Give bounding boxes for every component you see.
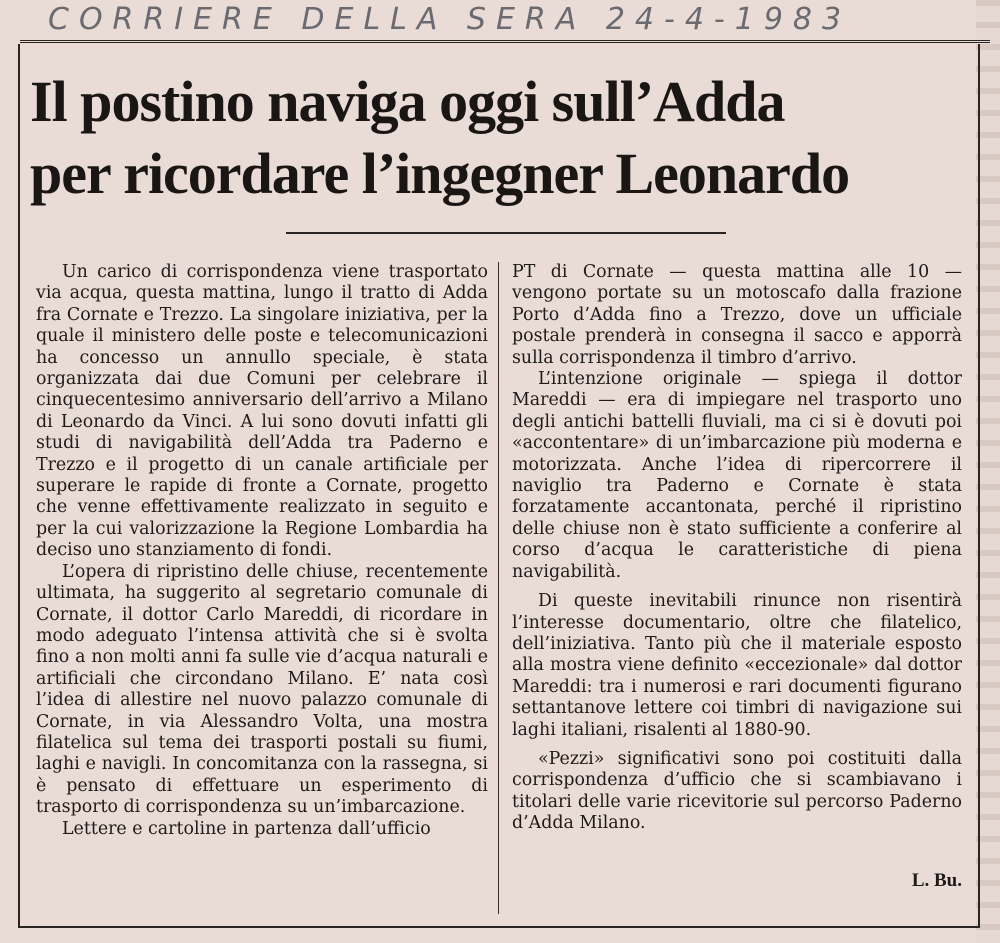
- handwritten-source-note: CORRIERE DELLA SERA 24-4-1983: [48, 2, 852, 37]
- headline-line-1: Il postino naviga oggi sull’Adda: [30, 69, 785, 134]
- masthead-rule: [20, 40, 990, 43]
- headline-rule: [286, 232, 726, 234]
- paragraph: Di queste inevitabili rinunce non risentirà l’interesse documentario, oltre che filatelico, dell’iniziativa. Tanto più che il materiale esposto alla mostra viene definito «eccezionale» dal dottor Mareddi: tra i numerosi e rari documenti figurano settantanove lettere coi timbri di navigazione sui laghi italiani, risalenti al 1880-90.: [512, 591, 962, 740]
- article-column-right: [512, 262, 962, 835]
- paragraph: Lettere e cartoline in partenza dall’ufficio: [62, 818, 431, 839]
- headline-line-2: per ricordare l’ingegner Leonardo: [30, 141, 850, 206]
- column-divider: [498, 262, 499, 914]
- byline: L. Bu.: [911, 870, 962, 891]
- article-column-left: [36, 262, 488, 840]
- paragraph: L’opera di ripristino delle chiuse, recentemente ultimata, ha suggerito al segretario comunale di Cornate, il dottor Carlo Mareddi, di ricordare in modo adeguato l’intensa attività che si è svolta fino a non molti anni fa sulle vie d’acqua naturali e artificiali che circondano Milano. E’ nata così l’idea di allestire nel nuovo palazzo comunale di Cornate, in via Alessandro Volta, una mostra filatelica sul tema dei trasporti postali su fiumi, laghi e navigli. In concomitanza con la rassegna, si è pensato di effettuare un esperimento di trasporto di corrispondenza su un’imbarcazione.: [36, 561, 488, 818]
- paragraph: «Pezzi» significativi sono poi costituiti dalla corrispondenza d’ufficio che si scambiavano i titolari delle varie ricevitorie sul percorso Paderno d’Adda Milano.: [512, 748, 962, 834]
- paragraph: PT di Cornate — questa mattina alle 10 — vengono portate su un motoscafo dalla frazione Porto d’Adda fino a Trezzo, dove un ufficiale postale prenderà in consegna il sacco e apporrà sulla corrispondenza il timbro d’arrivo.: [512, 262, 962, 368]
- headline: [30, 66, 960, 210]
- paragraph: L’intenzione originale — spiega il dottor Mareddi — era di impiegare nel trasporto uno degli antichi battelli fluviali, ma ci si è dovuti poi «accontentare» di un’imbarcazione più moderna e motorizzata. Anche l’idea di ripercorrere il naviglio tra Paderno e Cornate è stata forzatamente accantonata, perché il ripristino delle chiuse non è stato sufficiente a conferire al corso d’acqua le caratteristiche di piena navigabilità.: [512, 369, 962, 582]
- paragraph: Un carico di corrispondenza viene trasportato via acqua, questa mattina, lungo il tratto di Adda fra Cornate e Trezzo. La singolare iniziativa, per la quale il ministero delle poste e telecomunicazioni ha concesso un annullo speciale, è stata organizzata dai due Comuni per celebrare il cinquecentesimo anniversario dell’arrivo a Milano di Leonardo da Vinci. A lui sono dovuti infatti gli studi di navigabilità dell’Adda tra Paderno e Trezzo e il progetto di un canale artificiale per superare le rapide di fronte a Cornate, progetto che venne effettivamente realizzato in seguito e per la cui valorizzazione la Regione Lombardia ha deciso uno stanziamento di fondi.: [36, 262, 488, 561]
